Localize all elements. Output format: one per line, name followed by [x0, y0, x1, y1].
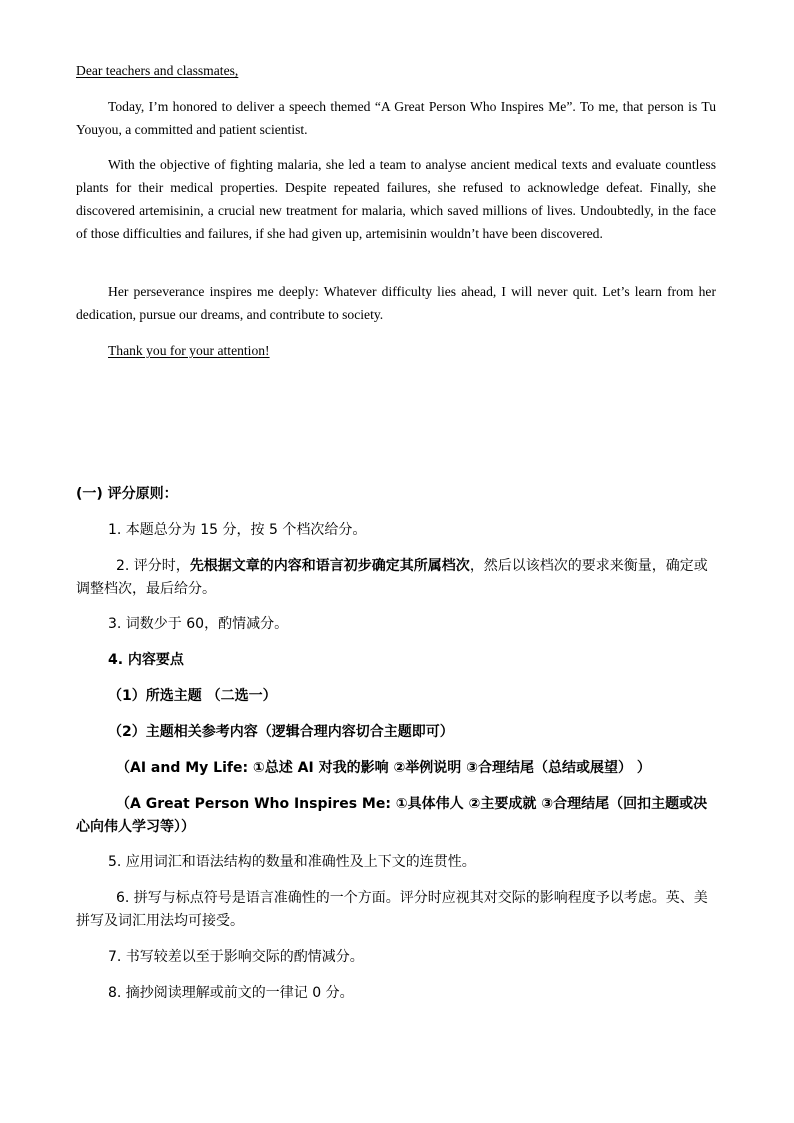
grading-rule-4: 4. 内容要点 [108, 652, 184, 668]
letter-closing-text: Thank you for your attention! [108, 343, 270, 358]
grading-rule-2-bold: 先根据文章的内容和语言初步确定其所属档次 [189, 558, 470, 574]
grading-rule-4-ai-topic: （AI and My Life: ①总述 AI 对我的影响 ②举例说明 ③合理结尾（总结或展望） ） [116, 760, 651, 776]
grading-rule-2-post: ，然后以该档次的要求来衡量，确定或调整档次，最后给分。 [76, 558, 708, 597]
grading-rule-4-topic: （1）所选主题 （二选一） [108, 688, 277, 704]
letter-paragraph-2: With the objective of fighting malaria, she led a team to analyse ancient medical texts and evaluate countless plants for their medical properties. Despite repeated failures, she refused to acknowledge defeat. Finally, she discovered artemisinin, a crucial new treatment for malaria, which saved millions of lives. Undoubtedly, in the face of those difficulties and failures, if she had given up, artemisinin wouldn’t have been discovered. [76, 157, 716, 241]
grading-rule-4-content: （2）主题相关参考内容（逻辑合理内容切合主题即可） [108, 724, 454, 740]
grading-rule-4-great-person-topic: （A Great Person Who Inspires Me: ①具体伟人 ②主要成就 ③合理结尾（回扣主题或决心向伟人学习等）） [76, 796, 708, 835]
letter-salutation: Dear teachers and classmates, [76, 63, 239, 78]
grading-heading: (一) 评分原则： [76, 486, 178, 502]
letter-paragraph-1: Today, I’m honored to deliver a speech themed “A Great Person Who Inspires Me”. To me, that person is Tu Youyou, a committed and patient scientist. [76, 99, 716, 137]
grading-rule-1: 1. 本题总分为 15 分，按 5 个档次给分。 [108, 522, 367, 538]
grading-rule-3: 3. 词数少于 60，酌情减分。 [108, 616, 289, 632]
grading-rule-5: 5. 应用词汇和语法结构的数量和准确性及上下文的连贯性。 [108, 854, 476, 870]
grading-rule-6: 6. 拼写与标点符号是语言准确性的一个方面。评分时应视其对交际的影响程度予以考虑。英、美拼写及词汇用法均可接受。 [76, 890, 708, 929]
grading-rule-2 [76, 555, 720, 601]
letter-paragraph-3: Her perseverance inspires me deeply: Whatever difficulty lies ahead, I will never quit. Let’s learn from her dedication, pursue our dreams, and contribute to society. [76, 284, 716, 322]
grading-rule-2-pre: 2. 评分时， [116, 558, 190, 574]
grading-rule-7: 7. 书写较差以至于影响交际的酌情减分。 [108, 949, 364, 965]
letter-closing [76, 339, 716, 362]
grading-rule-8: 8. 摘抄阅读理解或前文的一律记 0 分。 [108, 985, 354, 1001]
